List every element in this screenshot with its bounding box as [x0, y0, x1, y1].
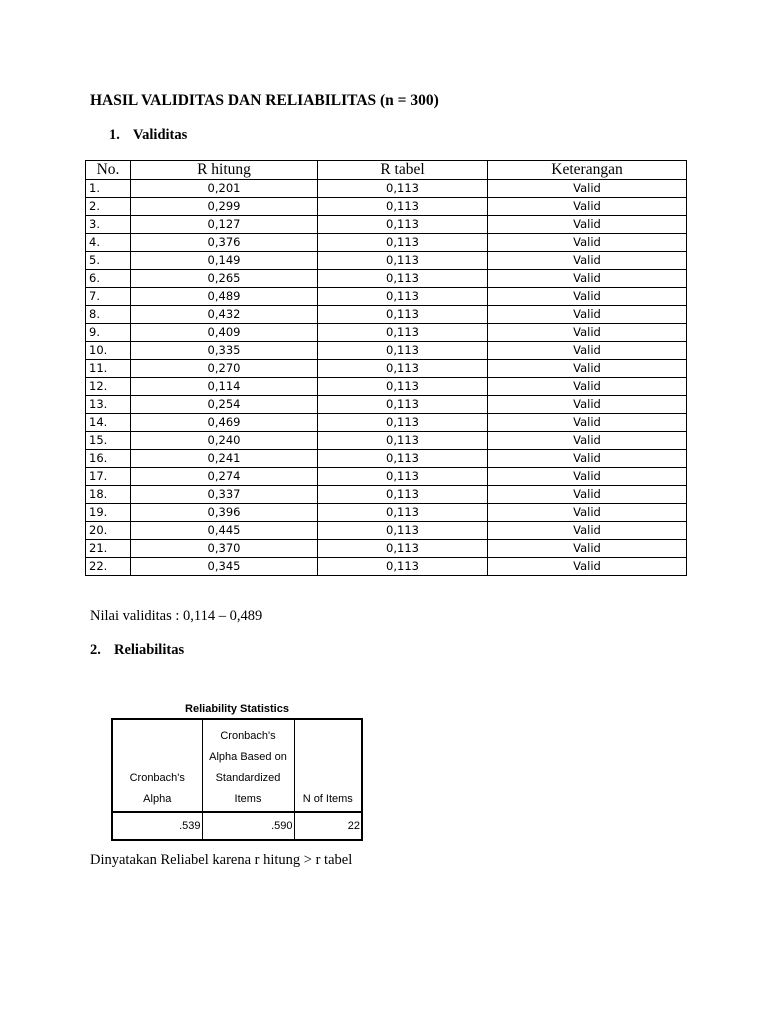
section-label: Validitas [133, 127, 188, 143]
cell-no: 7. [86, 288, 131, 306]
cell-r-tabel: 0,113 [318, 252, 488, 270]
table-row [86, 378, 687, 396]
cell-keterangan: Valid [488, 450, 687, 468]
cell-r-hitung: 0,337 [131, 486, 318, 504]
cell-r-hitung: 0,489 [131, 288, 318, 306]
cell-no: 3. [86, 216, 131, 234]
table-row [86, 234, 687, 252]
cell-keterangan: Valid [488, 324, 687, 342]
header-alpha-standardized [202, 719, 294, 812]
table-row [86, 558, 687, 576]
cell-r-hitung: 0,149 [131, 252, 318, 270]
cell-r-hitung: 0,432 [131, 306, 318, 324]
cell-keterangan: Valid [488, 306, 687, 324]
section-validitas-heading [109, 127, 187, 144]
table-row [86, 450, 687, 468]
cell-keterangan: Valid [488, 378, 687, 396]
cell-no: 5. [86, 252, 131, 270]
cell-r-hitung: 0,376 [131, 234, 318, 252]
cell-r-tabel: 0,113 [318, 486, 488, 504]
cell-r-tabel: 0,113 [318, 324, 488, 342]
cell-r-hitung: 0,445 [131, 522, 318, 540]
cell-r-hitung: 0,114 [131, 378, 318, 396]
cell-r-hitung: 0,201 [131, 180, 318, 198]
cell-no: 17. [86, 468, 131, 486]
table-row [86, 324, 687, 342]
cell-r-hitung: 0,396 [131, 504, 318, 522]
cell-r-tabel: 0,113 [318, 414, 488, 432]
header-no: No. [86, 161, 131, 180]
header-r-hitung: R hitung [131, 161, 318, 180]
cell-r-tabel: 0,113 [318, 234, 488, 252]
table-row [86, 288, 687, 306]
cell-no: 1. [86, 180, 131, 198]
cell-no: 16. [86, 450, 131, 468]
header-line: Alpha Based on [209, 751, 287, 763]
table-row [86, 414, 687, 432]
cell-r-tabel: 0,113 [318, 432, 488, 450]
cell-r-tabel: 0,113 [318, 342, 488, 360]
cell-r-tabel: 0,113 [318, 540, 488, 558]
cell-keterangan: Valid [488, 234, 687, 252]
value-n-items: 22 [294, 812, 362, 840]
table-row [86, 198, 687, 216]
cell-keterangan: Valid [488, 396, 687, 414]
cell-no: 22. [86, 558, 131, 576]
conclusion-text: Dinyatakan Reliabel karena r hitung > r tabel [90, 852, 353, 868]
cell-r-hitung: 0,335 [131, 342, 318, 360]
header-n-items [294, 719, 362, 812]
table-row [86, 270, 687, 288]
section-number: 1. [109, 127, 120, 143]
value-cronbach-alpha: .539 [112, 812, 202, 840]
cell-keterangan: Valid [488, 414, 687, 432]
reliability-header-row [112, 719, 362, 812]
cell-keterangan: Valid [488, 252, 687, 270]
cell-r-tabel: 0,113 [318, 270, 488, 288]
cell-no: 8. [86, 306, 131, 324]
cell-r-hitung: 0,409 [131, 324, 318, 342]
header-line: Cronbach's [220, 730, 276, 742]
cell-r-hitung: 0,274 [131, 468, 318, 486]
cell-keterangan: Valid [488, 504, 687, 522]
cell-no: 18. [86, 486, 131, 504]
table-header-row [86, 161, 687, 180]
cell-no: 4. [86, 234, 131, 252]
cell-keterangan: Valid [488, 522, 687, 540]
table-row [86, 522, 687, 540]
cell-no: 21. [86, 540, 131, 558]
reliability-table-title: Reliability Statistics [185, 703, 289, 715]
cell-no: 9. [86, 324, 131, 342]
table-row [86, 180, 687, 198]
cell-r-tabel: 0,113 [318, 216, 488, 234]
document-title: HASIL VALIDITAS DAN RELIABILITAS (n = 300) [90, 92, 439, 109]
cell-keterangan: Valid [488, 288, 687, 306]
table-row [86, 342, 687, 360]
cell-r-hitung: 0,254 [131, 396, 318, 414]
table-row [86, 540, 687, 558]
validity-range-text: Nilai validitas : 0,114 – 0,489 [90, 608, 263, 624]
cell-r-tabel: 0,113 [318, 522, 488, 540]
cell-r-tabel: 0,113 [318, 396, 488, 414]
cell-no: 11. [86, 360, 131, 378]
cell-r-hitung: 0,270 [131, 360, 318, 378]
table-row [86, 486, 687, 504]
section-label: Reliabilitas [114, 642, 185, 658]
cell-r-tabel: 0,113 [318, 378, 488, 396]
header-line: Alpha [143, 793, 172, 805]
cell-keterangan: Valid [488, 360, 687, 378]
cell-r-tabel: 0,113 [318, 558, 488, 576]
header-line: Standardized [215, 772, 281, 784]
cell-no: 19. [86, 504, 131, 522]
cell-keterangan: Valid [488, 198, 687, 216]
cell-no: 10. [86, 342, 131, 360]
cell-r-tabel: 0,113 [318, 360, 488, 378]
cell-no: 2. [86, 198, 131, 216]
table-row [86, 504, 687, 522]
cell-no: 6. [86, 270, 131, 288]
table-row [86, 396, 687, 414]
header-line: N of Items [302, 793, 353, 805]
cell-r-tabel: 0,113 [318, 468, 488, 486]
cell-r-hitung: 0,265 [131, 270, 318, 288]
cell-r-tabel: 0,113 [318, 288, 488, 306]
header-keterangan: Keterangan [488, 161, 687, 180]
cell-r-tabel: 0,113 [318, 198, 488, 216]
cell-r-hitung: 0,370 [131, 540, 318, 558]
section-reliabilitas-heading [90, 642, 184, 659]
table-row [86, 468, 687, 486]
cell-keterangan: Valid [488, 432, 687, 450]
section-number: 2. [90, 642, 101, 658]
cell-keterangan: Valid [488, 180, 687, 198]
table-row [86, 252, 687, 270]
table-row [86, 216, 687, 234]
cell-r-tabel: 0,113 [318, 450, 488, 468]
cell-keterangan: Valid [488, 558, 687, 576]
value-alpha-standardized: .590 [202, 812, 294, 840]
cell-r-tabel: 0,113 [318, 504, 488, 522]
reliability-value-row [112, 812, 362, 840]
table-row [86, 432, 687, 450]
cell-no: 15. [86, 432, 131, 450]
cell-r-hitung: 0,345 [131, 558, 318, 576]
header-line: Items [234, 793, 262, 805]
cell-r-hitung: 0,469 [131, 414, 318, 432]
validity-table [85, 160, 687, 576]
cell-r-tabel: 0,113 [318, 306, 488, 324]
cell-keterangan: Valid [488, 270, 687, 288]
cell-no: 14. [86, 414, 131, 432]
header-cronbach-alpha [112, 719, 202, 812]
header-line: Cronbach's [129, 772, 185, 784]
cell-keterangan: Valid [488, 540, 687, 558]
cell-r-tabel: 0,113 [318, 180, 488, 198]
cell-r-hitung: 0,240 [131, 432, 318, 450]
cell-r-hitung: 0,127 [131, 216, 318, 234]
cell-no: 20. [86, 522, 131, 540]
cell-r-hitung: 0,241 [131, 450, 318, 468]
reliability-statistics-table [111, 718, 363, 841]
cell-r-hitung: 0,299 [131, 198, 318, 216]
table-row [86, 306, 687, 324]
cell-keterangan: Valid [488, 216, 687, 234]
cell-no: 12. [86, 378, 131, 396]
cell-keterangan: Valid [488, 468, 687, 486]
cell-keterangan: Valid [488, 342, 687, 360]
header-r-tabel: R tabel [318, 161, 488, 180]
table-row [86, 360, 687, 378]
cell-no: 13. [86, 396, 131, 414]
cell-keterangan: Valid [488, 486, 687, 504]
